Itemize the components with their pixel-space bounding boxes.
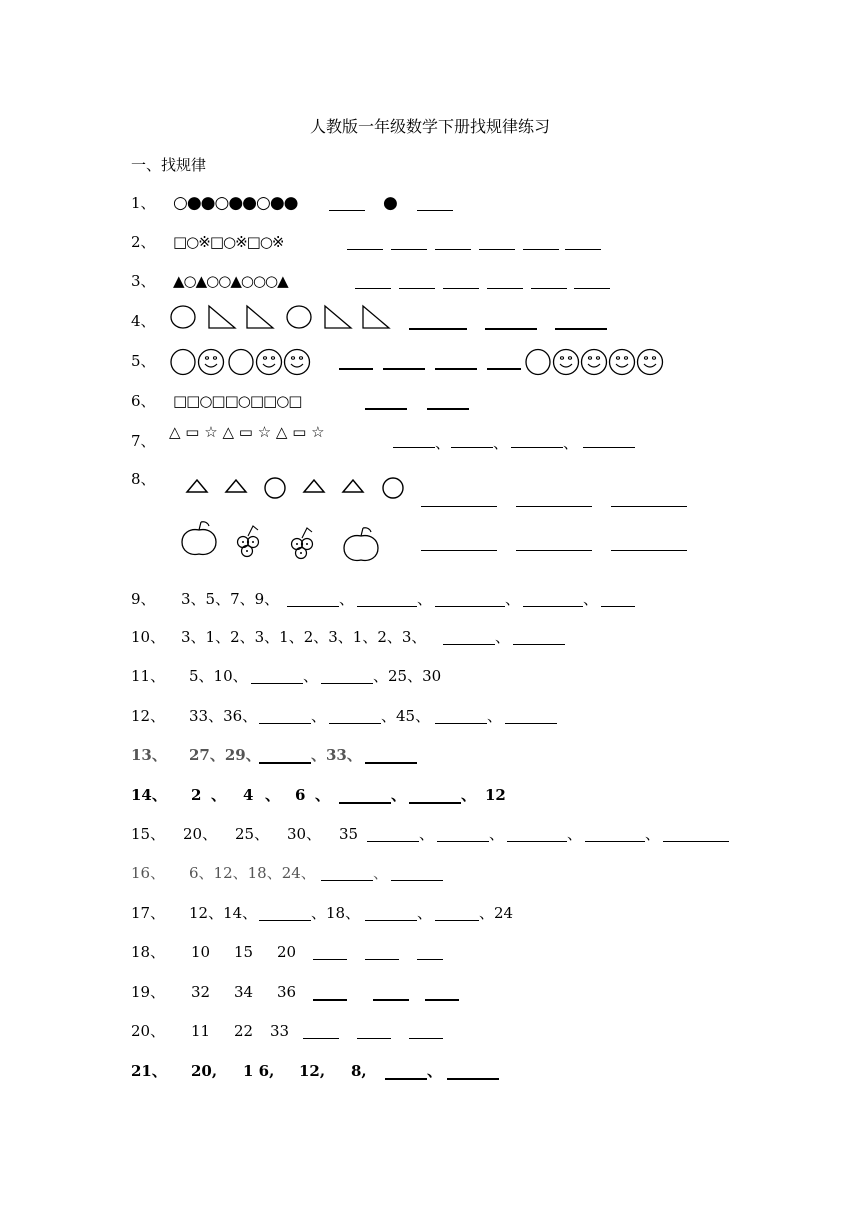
- question-number: 3、: [131, 272, 156, 290]
- page-title: 人教版一年级数学下册找规律练习: [309, 117, 550, 136]
- answer-blank[interactable]: [409, 784, 461, 804]
- face-pattern: [169, 348, 319, 378]
- circle-shape: [171, 306, 195, 328]
- answer-blank[interactable]: [321, 862, 373, 881]
- answer-blank[interactable]: [611, 532, 687, 551]
- given-numbers: 、25、30: [373, 667, 442, 685]
- question-number: 14、: [131, 786, 167, 804]
- answer-blank[interactable]: [365, 902, 417, 921]
- section-heading: 一、找规律: [131, 156, 207, 174]
- smiley-face-icon: [285, 350, 310, 375]
- question-number: 11、: [131, 667, 166, 685]
- question-number: 10、: [131, 628, 166, 646]
- pattern-sequence: ▲○▲○○▲○○○▲: [173, 272, 288, 290]
- answer-blank[interactable]: [435, 705, 487, 724]
- given-numbers: 3、5、7、9、: [181, 590, 280, 608]
- answer-blank[interactable]: [391, 231, 427, 250]
- triangle-shape: [363, 306, 389, 328]
- answer-blank[interactable]: [393, 429, 435, 448]
- answer-blank[interactable]: [417, 941, 443, 960]
- pattern-sequence: □○※□○※□○※: [173, 233, 284, 251]
- answer-blank[interactable]: [357, 1020, 391, 1039]
- circle-shape: [229, 350, 253, 375]
- shape-pattern: [169, 304, 401, 334]
- answer-blank[interactable]: [511, 429, 563, 448]
- answer-blank[interactable]: [365, 390, 407, 410]
- answer-blank[interactable]: [313, 981, 347, 1001]
- answer-blank[interactable]: [523, 588, 583, 607]
- answer-blank[interactable]: [385, 1060, 427, 1080]
- smiley-face-icon: [199, 350, 224, 375]
- triangle-shape: [304, 480, 324, 492]
- circle-shape: [287, 306, 311, 328]
- answer-blank[interactable]: [585, 823, 645, 842]
- answer-blank[interactable]: [574, 270, 610, 289]
- answer-blank[interactable]: [427, 390, 469, 410]
- answer-blank[interactable]: [555, 310, 607, 330]
- given-numbers: 27、29、: [189, 746, 261, 764]
- answer-blank[interactable]: [451, 429, 493, 448]
- question-number: 9、: [131, 590, 156, 608]
- answer-blank[interactable]: [611, 488, 687, 507]
- answer-blank[interactable]: [447, 1060, 499, 1080]
- circle-shape: [526, 350, 550, 375]
- answer-blank[interactable]: [347, 231, 383, 250]
- given-numbers: 6、12、18、24、: [189, 864, 316, 882]
- answer-blank[interactable]: [437, 823, 489, 842]
- answer-blank[interactable]: [357, 588, 417, 607]
- answer-blank[interactable]: [505, 705, 557, 724]
- triangle-shape: [343, 480, 363, 492]
- question-number: 18、: [131, 943, 166, 961]
- given-numbers: 、33、: [311, 746, 362, 764]
- answer-blank[interactable]: [259, 902, 311, 921]
- answer-blank[interactable]: [583, 429, 635, 448]
- answer-blank[interactable]: [435, 588, 505, 607]
- answer-blank[interactable]: [523, 231, 559, 250]
- answer-blank[interactable]: [391, 862, 443, 881]
- question-number: 2、: [131, 233, 156, 251]
- answer-blank[interactable]: [399, 270, 435, 289]
- pattern-sequence: △ ▭ ☆ △ ▭ ☆ △ ▭ ☆: [169, 423, 325, 441]
- given-numbers: 33、36、: [189, 707, 258, 725]
- apple-icon: [182, 522, 216, 555]
- answer-blank[interactable]: [373, 981, 409, 1001]
- answer-blank[interactable]: [485, 310, 537, 330]
- question-number: 6、: [131, 392, 156, 410]
- question-number: 5、: [131, 352, 156, 370]
- answer-blank[interactable]: [329, 705, 381, 724]
- question-number: 17、: [131, 904, 166, 922]
- question-number: 15、: [131, 825, 166, 843]
- answer-blank[interactable]: [435, 902, 479, 921]
- answer-blank[interactable]: [443, 626, 495, 645]
- triangle-shape: [187, 480, 207, 492]
- circle-shape: [171, 350, 195, 375]
- shape-pattern: [181, 474, 411, 564]
- answer-blank[interactable]: [516, 532, 592, 551]
- answer-blank[interactable]: [435, 350, 477, 370]
- answer-blank[interactable]: [565, 231, 601, 250]
- answer-blank[interactable]: [421, 532, 497, 551]
- given-numbers: 、18、: [311, 904, 361, 922]
- pattern-given: ●: [383, 193, 398, 213]
- question-number: 4、: [131, 312, 156, 330]
- answer-blank[interactable]: [383, 350, 425, 370]
- question-number: 8、: [131, 470, 156, 488]
- given-numbers: 、45、: [381, 707, 431, 725]
- triangle-shape: [209, 306, 235, 328]
- answer-blank[interactable]: [487, 270, 523, 289]
- answer-blank[interactable]: [663, 823, 729, 842]
- answer-blank[interactable]: [355, 270, 391, 289]
- smiley-face-icon: [582, 350, 607, 375]
- question-number: 12、: [131, 707, 166, 725]
- face-pattern: [524, 348, 674, 378]
- question-number: 7、: [131, 432, 156, 450]
- triangle-shape: [325, 306, 351, 328]
- answer-blank[interactable]: [313, 941, 347, 960]
- answer-blank[interactable]: [251, 665, 303, 684]
- pattern-sequence: □□○□□○□□○□: [173, 392, 302, 410]
- apple-icon: [344, 528, 378, 561]
- answer-blank[interactable]: [487, 350, 521, 370]
- given-numbers: 12、14、: [189, 904, 258, 922]
- cherries-icon: [292, 528, 313, 559]
- answer-blank[interactable]: [409, 310, 467, 330]
- answer-blank[interactable]: [443, 270, 479, 289]
- answer-blank[interactable]: [365, 744, 417, 764]
- answer-blank[interactable]: [417, 192, 453, 211]
- question-number: 21、: [131, 1062, 167, 1080]
- answer-blank[interactable]: [479, 231, 515, 250]
- question-number: 13、: [131, 746, 167, 764]
- answer-blank[interactable]: [367, 823, 419, 842]
- question-number: 16、: [131, 864, 166, 882]
- answer-blank[interactable]: [513, 626, 565, 645]
- answer-blank[interactable]: [329, 192, 365, 211]
- answer-blank[interactable]: [259, 705, 311, 724]
- answer-blank[interactable]: [531, 270, 567, 289]
- answer-blank[interactable]: [321, 665, 373, 684]
- answer-blank[interactable]: [601, 588, 635, 607]
- triangle-shape: [226, 480, 246, 492]
- answer-blank[interactable]: [507, 823, 567, 842]
- circle-shape: [383, 478, 403, 498]
- answer-blank[interactable]: [259, 744, 311, 764]
- answer-blank[interactable]: [435, 231, 471, 250]
- smiley-face-icon: [638, 350, 663, 375]
- question-number: 20、: [131, 1022, 166, 1040]
- answer-blank[interactable]: [365, 941, 399, 960]
- cherries-icon: [238, 526, 259, 557]
- given-numbers: 3、1、2、3、1、2、3、1、2、3、: [181, 628, 427, 646]
- answer-blank[interactable]: [339, 784, 391, 804]
- answer-blank[interactable]: [287, 588, 339, 607]
- given-numbers: 5、10、: [189, 667, 248, 685]
- circle-shape: [265, 478, 285, 498]
- smiley-face-icon: [610, 350, 635, 375]
- answer-blank[interactable]: [516, 488, 592, 507]
- smiley-face-icon: [554, 350, 579, 375]
- answer-blank[interactable]: [425, 981, 459, 1001]
- answer-blank[interactable]: [339, 350, 373, 370]
- answer-blank[interactable]: [409, 1020, 443, 1039]
- pattern-sequence: ○●●○●●○●●: [173, 193, 298, 213]
- answer-blank[interactable]: [303, 1020, 339, 1039]
- question-number: 1、: [131, 194, 156, 212]
- triangle-shape: [247, 306, 273, 328]
- given-numbers: 、24: [479, 904, 514, 922]
- answer-blank[interactable]: [421, 488, 497, 507]
- question-number: 19、: [131, 983, 166, 1001]
- smiley-face-icon: [257, 350, 282, 375]
